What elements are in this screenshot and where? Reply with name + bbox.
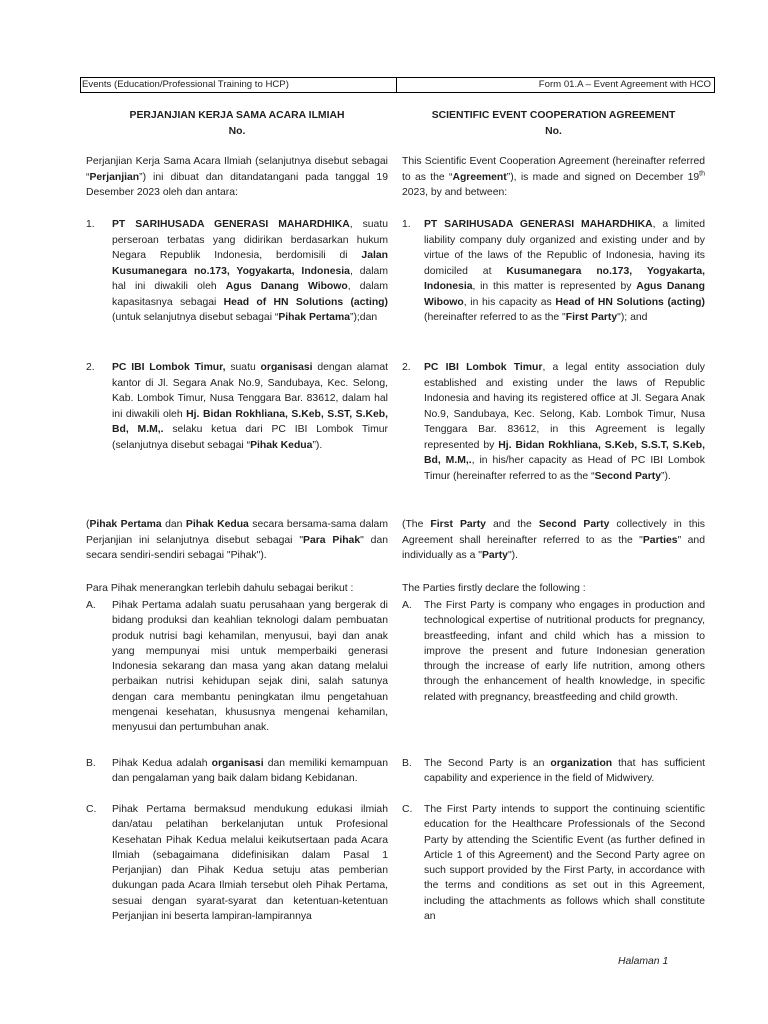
id-intro: Perjanjian Kerja Sama Acara Ilmiah (selanjutnya disebut sebagai “Perjanjian”) ini dibuat dan ditandatangani pada tanggal 19 Desember 2023 oleh dan antara: bbox=[86, 156, 388, 198]
en-parties-definition: (The First Party and the Second Party collectively in this Agreement shall hereinafter referred to as the "Parties" and individually as a "Party"). bbox=[402, 519, 705, 561]
id-parties-definition: (Pihak Pertama dan Pihak Kedua secara bersama-sama dalam Perjanjian ini selanjutnya disebut sebagai "Para Pihak" dan secara sendiri-sendiri sebagai "Pihak"). bbox=[86, 519, 388, 561]
id-party-1: 1. PT SARIHUSADA GENERASI MAHARDHIKA, suatu perseroan terbatas yang didirikan berdasarkan hukum Negara Republik Indonesia, berdomisili di Jalan Kusumanegara no.173, Yogyakarta, Indonesia, dalam hal ini diwakili oleh Agus Danang Wibowo, dalam kapasitasnya sebagai Head of HN Solutions (acting) (untuk selanjutnya disebut sebagai “Pihak Pertama”);dan bbox=[86, 219, 388, 323]
header-form-id: Form 01.A – Event Agreement with HCO bbox=[538, 79, 711, 90]
id-recital-b: B. Pihak Kedua adalah organisasi dan memiliki kemampuan dan pengalaman yang baik dalam bidang Kebidanan. bbox=[86, 758, 388, 785]
header-event-type: Events (Education/Professional Training to HCP) bbox=[81, 78, 397, 92]
en-declaration: The Parties firstly declare the following : bbox=[402, 583, 586, 594]
en-party-1: 1. PT SARIHUSADA GENERASI MAHARDHIKA, a limited liability company duly organized and existing under and by virtue of the laws of the Republic of Indonesia, having its domiciled at Kusumanegara no.173, Yogyakarta, Indonesia, in this matter is represented by Agus Danang Wibowo, in his capacity as Head of HN Solutions (acting) (hereinafter referred to as the "First Party"); and bbox=[402, 219, 706, 323]
page-number: Halaman 1 bbox=[618, 956, 669, 967]
id-recital-a: A. Pihak Pertama adalah suatu perusahaan yang bergerak di bidang produksi dan keahlian teknologi dalam pembuatan produk nutrisi bagi kehamilan, menyusui, bayi dan anak yang mempunyai misi untuk memperbaiki generasi Indonesia sekarang dan masa yang akan datang melalui perbaikan nutrisi kehidupan sejak dini, salah satunya dengan cara membantu peningkatan ilmu pengetahuan mengenai kesehatan, khususnya mengenai kehamilan, menyusui dan pertumbuhan anak. bbox=[86, 600, 388, 734]
en-title: SCIENTIFIC EVENT COOPERATION AGREEMENT No. bbox=[431, 110, 676, 137]
en-intro: This Scientific Event Cooperation Agreement (hereinafter referred to as the “Agreement”), is made and signed on December 19th 2023, by and between: bbox=[402, 156, 705, 198]
id-recital-c: C. Pihak Pertama bermaksud mendukung edukasi ilmiah dan/atau pelatihan berkelanjutan untuk Profesional Kesehatan Pihak Kedua melalui keikutsertaan pada Acara Ilmiah (sebagaimana didefinisikan dalam Pasal 1 Perjanjian) dan Pihak Kedua setuju atas pemberian dukungan pada Acara Ilmiah tersebut oleh Pihak Pertama, sesuai dengan syarat-syarat dan ketentuan-ketentuan Perjanjian ini beserta lampiran-lampirannya bbox=[86, 804, 388, 923]
en-party-2: 2. PC IBI Lombok Timur, a legal entity association duly established and existing under the laws of Republic Indonesia and having its registered office at Jl. Segara Anak No.9, Sandubaya, Kec. Selong, Kab. Lombok Timur, Nusa Tenggara Bar. 83612, in this Agreement is legally represented by Hj. Bidan Rokhliana, S.Keb, S.S.T, S.Keb, Bd, M.M,., in his/her capacity as Head of PC IBI Lombok Timur (hereinafter referred to as the “Second Party”). bbox=[402, 362, 705, 482]
id-title: PERJANJIAN KERJA SAMA ACARA ILMIAH No. bbox=[129, 110, 345, 137]
id-declaration: Para Pihak menerangkan terlebih dahulu sebagai berikut : bbox=[86, 583, 354, 594]
en-recital-a: A. The First Party is company who engages in production and technological expertise of nutritional products for pregnancy, breastfeeding, infant and child which has a mission to improve the present and future Indonesian generation through the increase of early life nutrition, among others through the enhancement of health knowledge, in specific related with pregnancy, breastfeeding and child growth. bbox=[402, 600, 705, 703]
en-recital-b: B. The Second Party is an organization that has sufficient capability and experience in the field of Midwivery. bbox=[402, 758, 705, 785]
form-header-table bbox=[80, 77, 715, 93]
en-recital-c: C. The First Party intends to support the continuing scientific education for the Healthcare Professionals of the Second Party by attending the Scientific Event (as further defined in Article 1 of this Agreement) and the Second Party agree on such support provided by the First Party, in accordance with the terms and conditions as set out in this Agreement, including the attachments as follows which shall constitute an bbox=[402, 804, 705, 923]
id-party-2: 2. PC IBI Lombok Timur, suatu organisasi dengan alamat kantor di Jl. Segara Anak No.9, Sandubaya, Kec. Selong, Kab. Lombok Timur, Nusa Tenggara Bar. 83612, dalam hal ini diwakili oleh Hj. Bidan Rokhliana, S.Keb, S.ST, S.Keb, Bd, M.M,. selaku ketua dari PC IBI Lombok Timur (selanjutnya disebut sebagai “Pihak Kedua”). bbox=[86, 362, 388, 451]
